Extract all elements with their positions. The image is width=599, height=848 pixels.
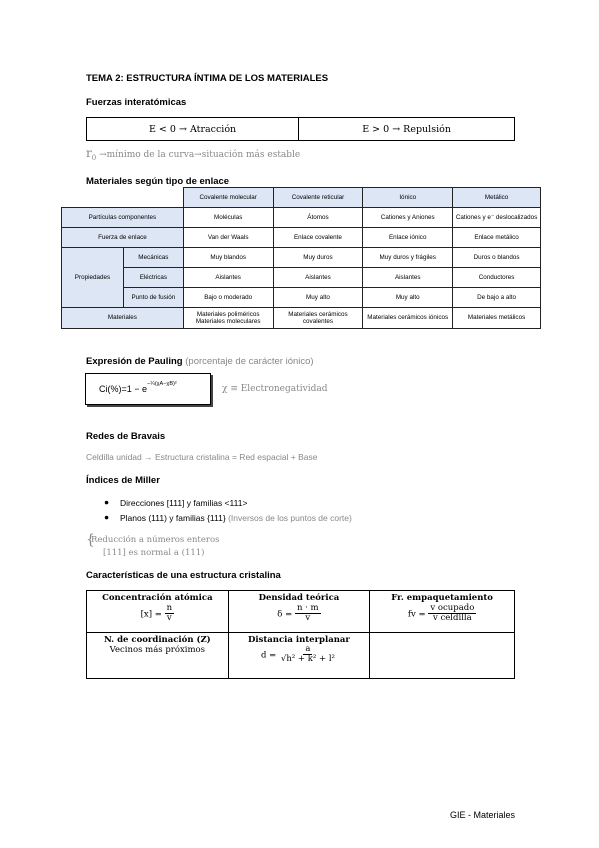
table-cell: Conductores [453,268,541,288]
table-cell: Aislantes [363,268,453,288]
table-cell: Moléculas [183,208,273,228]
table-cell: Materiales cerámicos iónicos [363,308,453,329]
pauling-formula [99,381,177,394]
distancia-formula: d = $\frac{a}{\text{√h² + k² + l²}}$ [260,644,335,665]
r0-sub: 0 [91,153,97,162]
empaquetamiento-formula: fv = $\frac{\text{v ocupado}}{\text{v celdilla}}$ [407,603,475,624]
table-cell: Muy blandos [183,248,273,268]
table-cell: Materiales poliméricos Materiales moleculares [183,308,273,329]
pauling-formula-box [85,373,211,405]
row-header: Materiales [62,308,184,329]
pauling-formula-base: Ci(%)=1 − e [99,384,148,394]
table-cell: Muy duros y frágiles [363,248,453,268]
table-cell: De bajo a alto [453,288,541,308]
miller-reduction: Reducción a números enteros [91,535,220,545]
miller-heading: Índices de Miller [86,475,160,486]
table-cell: Materiales metálicos [453,308,541,329]
r0-text: →mínimo de la curva→situación más estable [99,150,301,160]
densidad-title: Densidad teórica [258,593,340,603]
materiales-table [61,187,541,329]
col-header: Iónico [363,188,453,208]
table-corner [62,188,184,208]
miller-item-1: ● Direcciones [111] y familias <111> [104,497,248,508]
footer: GIE - Materiales [450,810,516,820]
fuerzas-atraccion: E < 0 → Atracción [87,118,299,141]
coordinacion-text: Vecinos más próximos [109,645,206,655]
coordinacion-title: N. de coordinación (Z) [103,635,211,645]
page-title: TEMA 2: ESTRUCTURA ÍNTIMA DE LOS MATERIALES [86,73,329,84]
table-cell: Átomos [273,208,363,228]
table-cell: Muy alto [363,288,453,308]
concentracion-cell [87,591,229,633]
coordinacion-cell [87,633,229,679]
row-header: Fuerza de enlace [62,228,184,248]
r0-symbol: r [86,146,92,160]
bravais-heading: Redes de Bravais [86,431,166,442]
miller-item-2-note: (Inversos de los puntos de corte) [228,513,352,523]
table-cell: Aislantes [273,268,363,288]
table-cell: Muy duros [273,248,363,268]
electronegativity-note: χ ≡ Electronegatividad [222,384,328,394]
distancia-cell [228,633,370,679]
r0-note [86,146,300,162]
concentracion-formula: [x] = $\frac{n}{v}$ [140,603,173,624]
fuerzas-repulsion: E > 0 → Repulsión [299,118,515,141]
fuerzas-table [86,117,515,141]
col-header: Covalente molecular [183,188,273,208]
fuerzas-heading: Fuerzas interatómicas [86,97,187,108]
concentracion-title: Concentración atómica [102,593,213,603]
row-header: Propiedades [62,248,124,308]
caracteristicas-table [86,590,515,679]
row-subheader: Mecánicas [123,248,183,268]
table-cell: Enlace iónico [363,228,453,248]
materiales-heading: Materiales según tipo de enlace [86,176,230,187]
densidad-cell [228,591,370,633]
pauling-heading: Expresión de Pauling [86,356,183,367]
brace-icon: { [86,532,95,548]
miller-normal: [111] es normal a (111) [103,548,205,558]
empaquetamiento-cell [370,591,515,633]
table-cell: Muy alto [273,288,363,308]
row-subheader: Punto de fusión [123,288,183,308]
pauling-exponent: −¼(χA−χB)² [147,381,177,387]
table-cell: Van der Waals [183,228,273,248]
row-header: Partículas componentes [62,208,184,228]
densidad-formula: δ = $\frac{n \cdot m}{v}$ [277,603,319,624]
table-cell: Materiales cerámicos covalentes [273,308,363,329]
col-header: Metálico [453,188,541,208]
caracteristicas-heading: Características de una estructura cristalina [86,570,281,581]
bravais-text: Celdilla unidad → Estructura cristalina = Red espacial + Base [86,452,318,462]
miller-item-2: ● Planos (111) y familias {111} (Inversos de los puntos de corte) [104,512,352,523]
table-cell: Aislantes [183,268,273,288]
table-cell: Cationes y Aniones [363,208,453,228]
bullet-icon: ● [104,512,110,522]
table-cell: Enlace covalente [273,228,363,248]
col-header: Covalente reticular [273,188,363,208]
empaquetamiento-title: Fr. empaquetamiento [391,593,493,603]
table-cell: Duros o blandos [453,248,541,268]
empty-cell [370,633,515,679]
distancia-title: Distancia interplanar [247,635,350,645]
table-cell: Bajo o moderado [183,288,273,308]
bullet-icon: ● [104,497,110,507]
pauling-note: (porcentaje de carácter iónico) [185,356,314,367]
pauling-heading-line [86,356,314,367]
table-cell: Cationes y e⁻ deslocalizados [453,208,541,228]
row-subheader: Eléctricas [123,268,183,288]
table-cell: Enlace metálico [453,228,541,248]
